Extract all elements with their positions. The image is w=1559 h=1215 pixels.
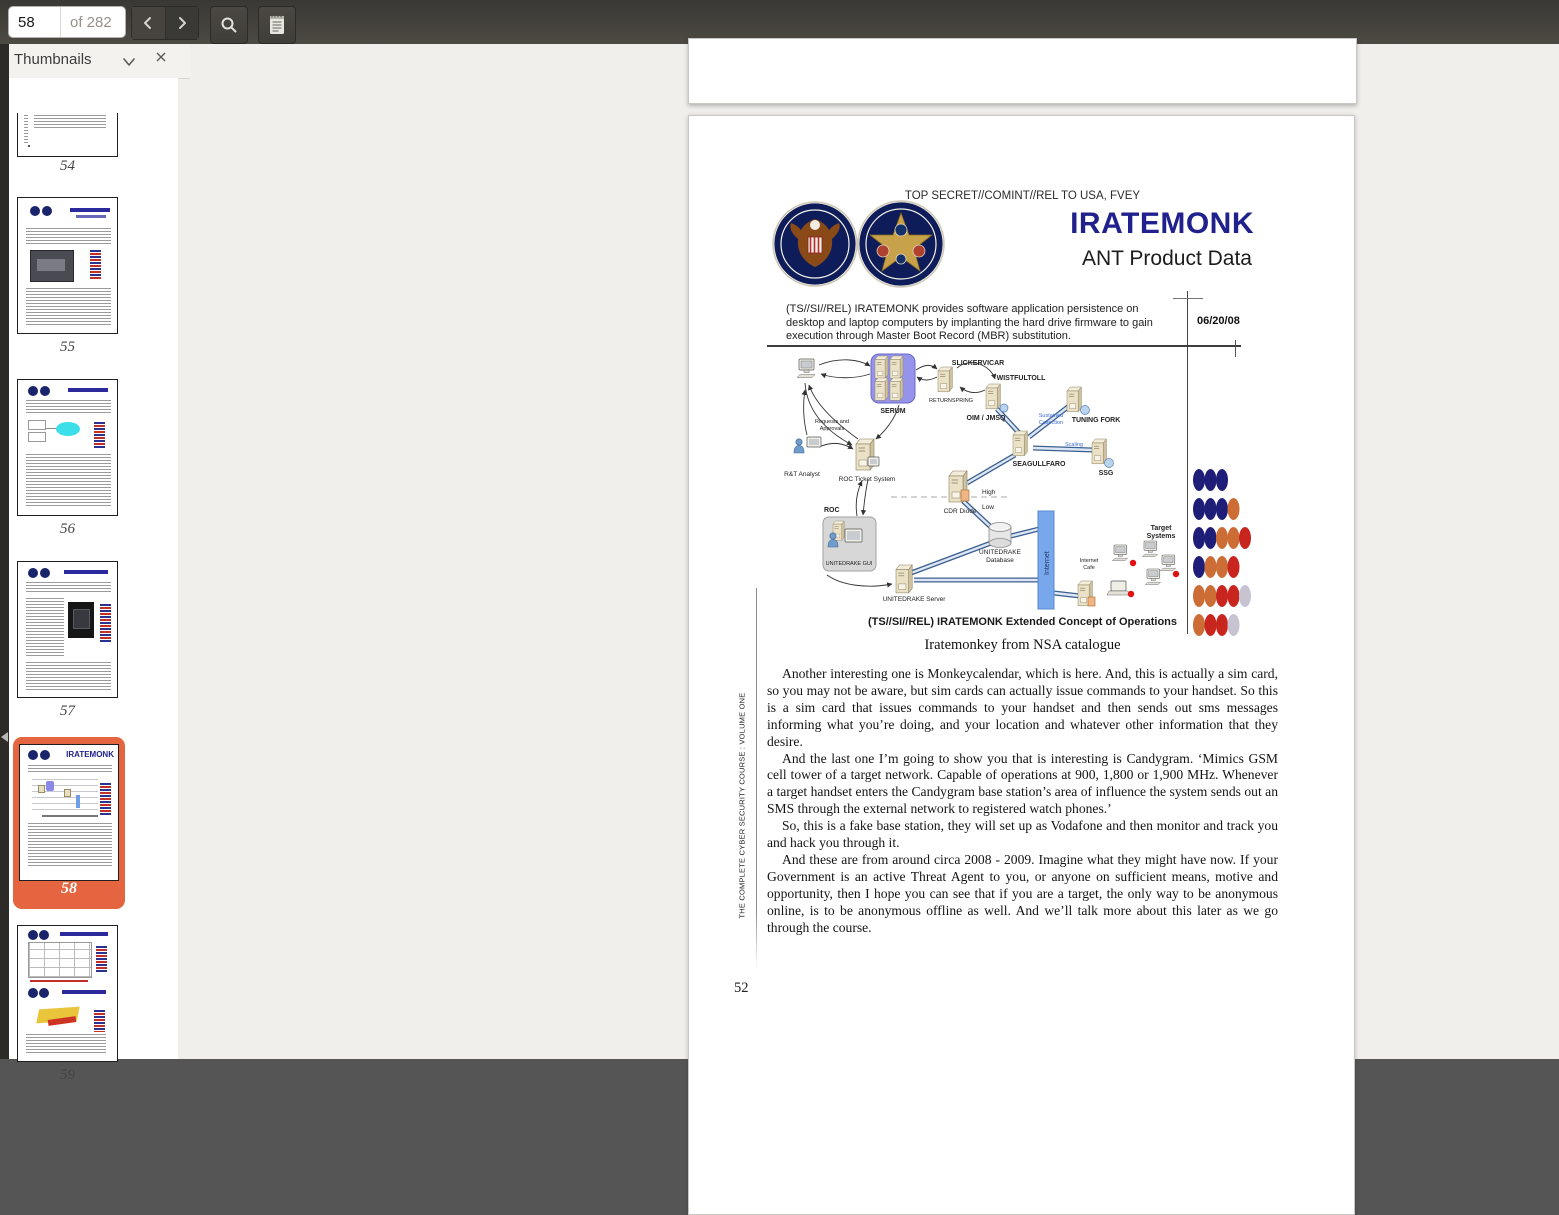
svg-text:Approvals: Approvals	[819, 426, 845, 432]
thumbnail-preview	[28, 942, 92, 978]
seal-icon	[28, 988, 38, 998]
thumbnail-page-57[interactable]	[17, 561, 118, 698]
thumbnail-preview	[26, 598, 64, 656]
document-view[interactable]	[190, 44, 1559, 1059]
thumbnail-page-54[interactable]	[17, 113, 118, 157]
svg-text:SLICKERVICAR: SLICKERVICAR	[951, 360, 1005, 367]
agency-seals	[773, 199, 945, 294]
thumbnail-preview	[28, 432, 46, 442]
thumbnail-preview	[94, 422, 105, 448]
crop-mark	[1173, 298, 1203, 299]
seal-icon	[39, 988, 49, 998]
thumbnail-preview	[70, 208, 110, 212]
paragraph: And these are from around circa 2008 - 2009. Imagine what they might have now. If your Government is an active Threat Agent to you, or anyone on sufficient means, motive and opportunity, then I hope you can see that if you are a target, the only way to be anonymous online, is to be anonymous offline as well. And we’ll talk more about this later as we go through the course.	[767, 851, 1278, 935]
seal-icon	[40, 386, 50, 396]
svg-text:Sustained: Sustained	[1038, 413, 1064, 419]
thumbnail-preview	[28, 145, 30, 147]
sidebar-title: Thumbnails	[14, 51, 92, 68]
svg-text:ROC: ROC	[824, 507, 840, 514]
thumbnail-preview	[94, 1010, 105, 1032]
paragraph: So, this is a fake base station, they will set up as Vodafone and then monitor and track you and hack you through it.	[767, 818, 1278, 851]
thumbnail-preview	[64, 789, 71, 797]
chevron-left-icon	[141, 16, 155, 30]
color-dot-grid	[1191, 465, 1261, 640]
book-spine-label: THE COMPLETE CYBER SECURITY COURSE : VOLUME ONE	[737, 692, 747, 919]
seal-icon	[40, 750, 50, 760]
body-text	[767, 666, 1278, 937]
thumbnail-preview	[38, 785, 45, 793]
sidebar-header	[9, 44, 190, 79]
seal-icon	[42, 206, 52, 216]
thumbnail-page-label: 59	[60, 1067, 75, 1083]
svg-text:Requests and: Requests and	[815, 419, 849, 425]
paragraph: Another interesting one is Monkeycalendar, which is here. And, this is actually a sim card, so you may not be aware, but sim cards can actually issue commands to your handset. So this is a sim card that issues commands to your handset and then sends out sms messages informing what you’re doing, and your location and whatever other information that they desire.	[767, 666, 1278, 749]
sidebar-panel	[9, 44, 190, 1083]
svg-text:SSG: SSG	[1098, 470, 1114, 477]
annotations-button[interactable]	[258, 6, 296, 44]
thumbnail-preview	[28, 765, 112, 774]
thumbnail-preview	[46, 781, 54, 791]
thumbnail-page-55[interactable]	[17, 197, 118, 334]
nsa-seal-icon	[773, 202, 857, 286]
svg-text:Scaling: Scaling	[1064, 442, 1084, 448]
thumbnail-preview	[60, 932, 108, 936]
svg-text:ROC Ticket System: ROC Ticket System	[838, 476, 896, 483]
page-total-label: of 282	[70, 13, 112, 31]
book-page-number: 52	[734, 980, 749, 996]
svg-text:Internet: Internet	[1044, 551, 1051, 575]
classification-banner: TOP SECRET//COMINT//REL TO USA, FVEY	[904, 190, 1141, 202]
svg-text:SERUM: SERUM	[880, 408, 906, 415]
close-icon[interactable]	[155, 50, 167, 67]
thumbnail-preview	[26, 662, 111, 690]
thumbnail-preview	[30, 980, 88, 982]
thumbnail-preview	[26, 400, 111, 414]
thumbnail-page-label: 57	[60, 703, 75, 719]
svg-text:UNITEDRAKE Server: UNITEDRAKE Server	[882, 596, 946, 603]
svg-text:Cafe: Cafe	[1083, 565, 1095, 571]
thumbnail-preview	[34, 115, 106, 129]
thumbnail-list[interactable]	[9, 78, 178, 1083]
next-page-button[interactable]	[166, 7, 199, 39]
svg-text:Internet: Internet	[1079, 558, 1099, 564]
sidebar-collapse-arrow[interactable]	[1, 732, 8, 742]
thumbnail-page-label: 55	[60, 339, 75, 355]
thumbnail-preview	[100, 783, 111, 815]
previous-page-button[interactable]	[132, 7, 166, 39]
svg-text:High: High	[982, 489, 996, 496]
chevron-down-icon[interactable]	[122, 54, 136, 72]
thumbnail-preview	[100, 604, 111, 642]
thumbnail-preview	[26, 454, 111, 506]
svg-text:SEAGULLFARO: SEAGULLFARO	[1012, 461, 1066, 468]
crop-mark	[1235, 340, 1236, 357]
thumbnail-page-58-selected[interactable]	[13, 737, 125, 909]
paragraph: And the last one I’m going to show you that is interesting is Candygram. ‘Mimics GSM cell tower of a target network. Capable of operations at 900, 1,800 or 1,900 MHz. Whenever a target handset enters the Candygram base station’s area of influence the system sends out an SMS through the external network to registered watch phones.’	[767, 750, 1278, 817]
thumbnail-page-56[interactable]	[17, 379, 118, 516]
search-button[interactable]	[210, 6, 248, 44]
svg-text:TUNING FORK: TUNING FORK	[1071, 417, 1121, 424]
thumbnail-preview	[42, 815, 98, 817]
css-seal-icon	[858, 201, 944, 287]
thumbnail-preview	[26, 228, 111, 244]
thumbnail-preview	[76, 795, 80, 808]
window-edge-strip	[0, 44, 9, 1059]
thumbnail-preview	[64, 570, 108, 574]
svg-text:Systems: Systems	[1146, 533, 1176, 540]
thumbnail-preview	[96, 946, 107, 972]
thumbnail-page-59[interactable]	[17, 925, 118, 1062]
figure-caption: Iratemonkey from NSA catalogue	[924, 637, 1121, 653]
thumbnail-preview	[68, 602, 94, 638]
page-nav-buttons	[131, 6, 199, 40]
seal-icon	[28, 750, 38, 760]
thumbnail-preview	[26, 582, 111, 592]
thumbnail-preview	[56, 422, 80, 436]
svg-text:CDR Diode: CDR Diode	[943, 508, 977, 515]
svg-text:UNITEDRAKE: UNITEDRAKE	[979, 549, 1021, 556]
svg-text:R&T Analyst: R&T Analyst	[784, 471, 820, 478]
page-number-input[interactable]	[9, 14, 60, 31]
seal-icon	[28, 930, 38, 940]
thumbnail-preview	[26, 1034, 106, 1054]
seal-icon	[40, 568, 50, 578]
svg-text:Target: Target	[1150, 525, 1172, 532]
svg-text:OIM / JMSQ: OIM / JMSQ	[966, 415, 1006, 422]
concept-of-operations-diagram	[771, 353, 1191, 621]
seal-icon	[39, 930, 49, 940]
current-page	[688, 115, 1355, 1215]
document-date: 06/20/08	[1197, 315, 1240, 327]
thumbnail-preview	[90, 250, 101, 280]
thumbnail-preview	[19, 744, 119, 881]
chevron-right-icon	[175, 16, 189, 30]
thumbnail-page-label: 54	[60, 158, 75, 174]
thumbnail-page-label: 58	[61, 880, 77, 897]
thumbnail-preview	[28, 823, 112, 867]
previous-page	[688, 38, 1357, 104]
seal-icon	[28, 568, 38, 578]
margin-rule	[756, 588, 757, 968]
product-title: IRATEMONK	[1070, 207, 1254, 240]
thumbnail-preview	[26, 288, 111, 326]
thumbnail-preview	[30, 250, 74, 282]
thumbnail-preview	[28, 420, 46, 430]
thumbnail-title: IRATEMONK	[66, 750, 114, 759]
svg-text:Low: Low	[982, 504, 994, 511]
svg-text:Database: Database	[986, 557, 1014, 564]
thumbnail-page-label: 56	[60, 521, 75, 537]
thumbnail-preview	[62, 990, 106, 994]
search-icon	[219, 15, 239, 35]
seal-icon	[30, 206, 40, 216]
page-number-entry[interactable]	[8, 6, 126, 38]
svg-text:RETURNSPRING: RETURNSPRING	[928, 398, 974, 404]
seal-icon	[28, 386, 38, 396]
svg-text:WISTFULTOLL: WISTFULTOLL	[996, 375, 1046, 382]
notes-icon	[267, 14, 287, 36]
diagram-caption: (TS//SI//REL) IRATEMONK Extended Concept of Operations	[867, 616, 1178, 628]
thumbnail-preview	[68, 388, 108, 392]
product-subtitle: ANT Product Data	[1081, 247, 1252, 270]
product-description: (TS//SI//REL) IRATEMONK provides software application persistence on desktop and laptop computers by implanting the hard drive firmware to gain execution through Master Boot Record (MBR) substitution.	[786, 303, 1153, 342]
horizontal-rule	[767, 345, 1241, 347]
thumbnail-preview	[24, 115, 28, 145]
svg-text:UNITEDRAKE GUI: UNITEDRAKE GUI	[825, 561, 873, 567]
svg-text:Collection: Collection	[1038, 420, 1064, 426]
thumbnail-preview	[76, 215, 106, 218]
